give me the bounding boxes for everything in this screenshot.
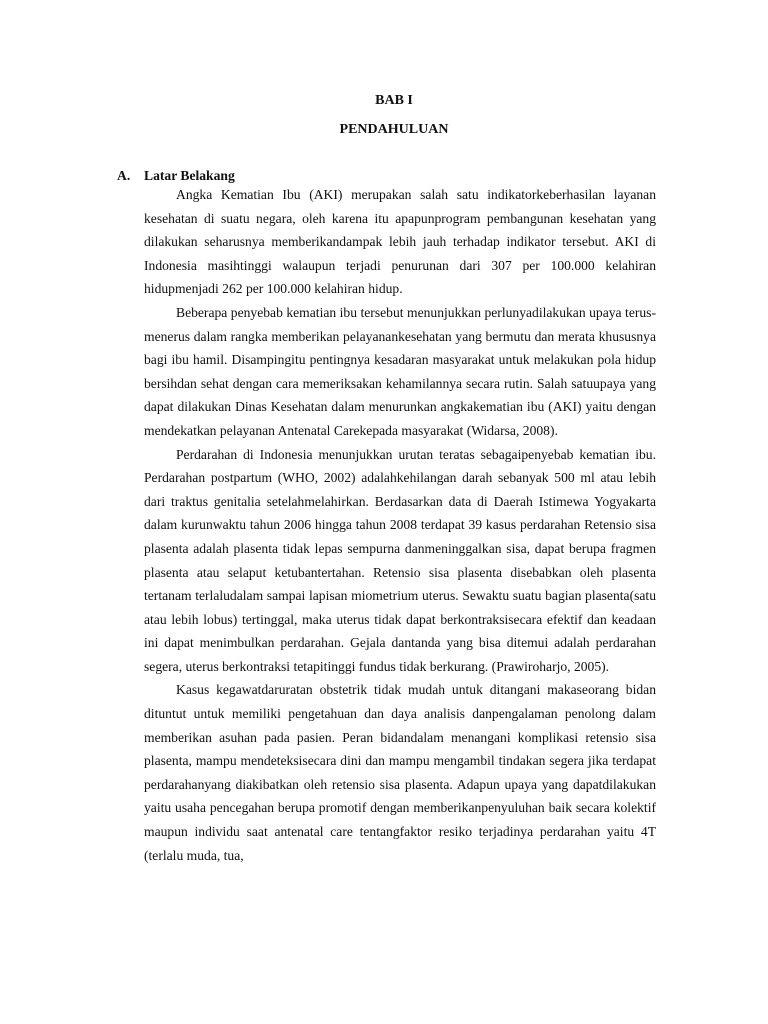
chapter-number: BAB I [375, 93, 413, 108]
section-title: Latar Belakang [144, 168, 235, 183]
paragraph-kegawatdaruratan: Kasus kegawatdaruratan obstetrik tidak mudah untuk ditangani makaseorang bidan dituntut untuk memiliki pengetahuan dan daya analisis danpengalaman penolong dalam memberikan asuhan pada pasien. Peran bidandalam menangani komplikasi retensio sisa plasenta, mampu mendeteksisecara dini dan mampu mengambil tindakan segera jika terdapat perdarahanyang diakibatkan oleh retensio sisa plasenta. Adapun upaya yang dapatdilakukan yaitu usaha pencegahan berupa promotif dengan memberikanpenyuluhan baik secara kolektif maupun individu saat antenatal care tentangfaktor resiko terjadinya perdarahan yaitu 4T (terlalu muda, tua, [144, 682, 656, 863]
paragraph-perdarahan: Perdarahan di Indonesia menunjukkan urutan teratas sebagaipenyebab kematian ibu. Perdarahan postpartum (WHO, 2002) adalahkehilangan darah sebanyak 500 ml atau lebih dari traktus genitalia setelahmelahirkan. Berdasarkan data di Daerah Istimewa Yogyakarta dalam kurunwaktu tahun 2006 hingga tahun 2008 terdapat 39 kasus perdarahan Retensio sisa plasenta adalah plasenta tidak lepas sempurna danmeninggalkan sisa, dapat berupa fragmen plasenta atau selaput ketubantertahan. Retensio sisa plasenta disebabkan oleh plasenta tertanam terlaludalam sampai lapisan miometrium uterus. Sewaktu suatu bagian plasenta(satu atau lebih lobus) tertinggal, maka uterus tidak dapat berkontraksisecara efektif dan keadaan ini dapat menimbulkan perdarahan. Gejala dantanda yang bisa ditemui adalah perdarahan segera, uterus berkontraksi tetapitinggi fundus tidak berkurang. (Prawiroharjo, 2005). [144, 446, 656, 674]
body-text [144, 183, 656, 867]
section-heading [117, 168, 235, 184]
paragraph-aki: Angka Kematian Ibu (AKI) merupakan salah satu indikatorkeberhasilan layanan kesehatan di suatu negara, oleh karena itu apapunprogram pembangunan kesehatan yang dilakukan seharusnya memberikandampak lebih jauh terhadap indikator tersebut. AKI di Indonesia masihtinggi walaupun terjadi penurunan dari 307 per 100.000 kelahiran hidupmenjadi 262 per 100.000 kelahiran hidup. [144, 187, 656, 297]
paragraph-penyebab-kematian: Beberapa penyebab kematian ibu tersebut menunjukkan perlunyadilakukan upaya terus-menerus dalam rangka memberikan pelayanankesehatan yang bermutu dan merata khususnya bagi ibu hamil. Disampingitu pentingnya kesadaran masyarakat untuk melakukan pola hidup bersihdan sehat dengan cara memeriksakan kehamilannya secara rutin. Salah satuupaya yang dapat dilakukan Dinas Kesehatan dalam menurunkan angkakematian ibu (AKI) yaitu dengan mendekatkan pelayanan Antenatal Carekepada masyarakat (Widarsa, 2008). [144, 304, 656, 438]
chapter-title: PENDAHULUAN [339, 122, 449, 137]
section-letter: A. [117, 168, 131, 183]
